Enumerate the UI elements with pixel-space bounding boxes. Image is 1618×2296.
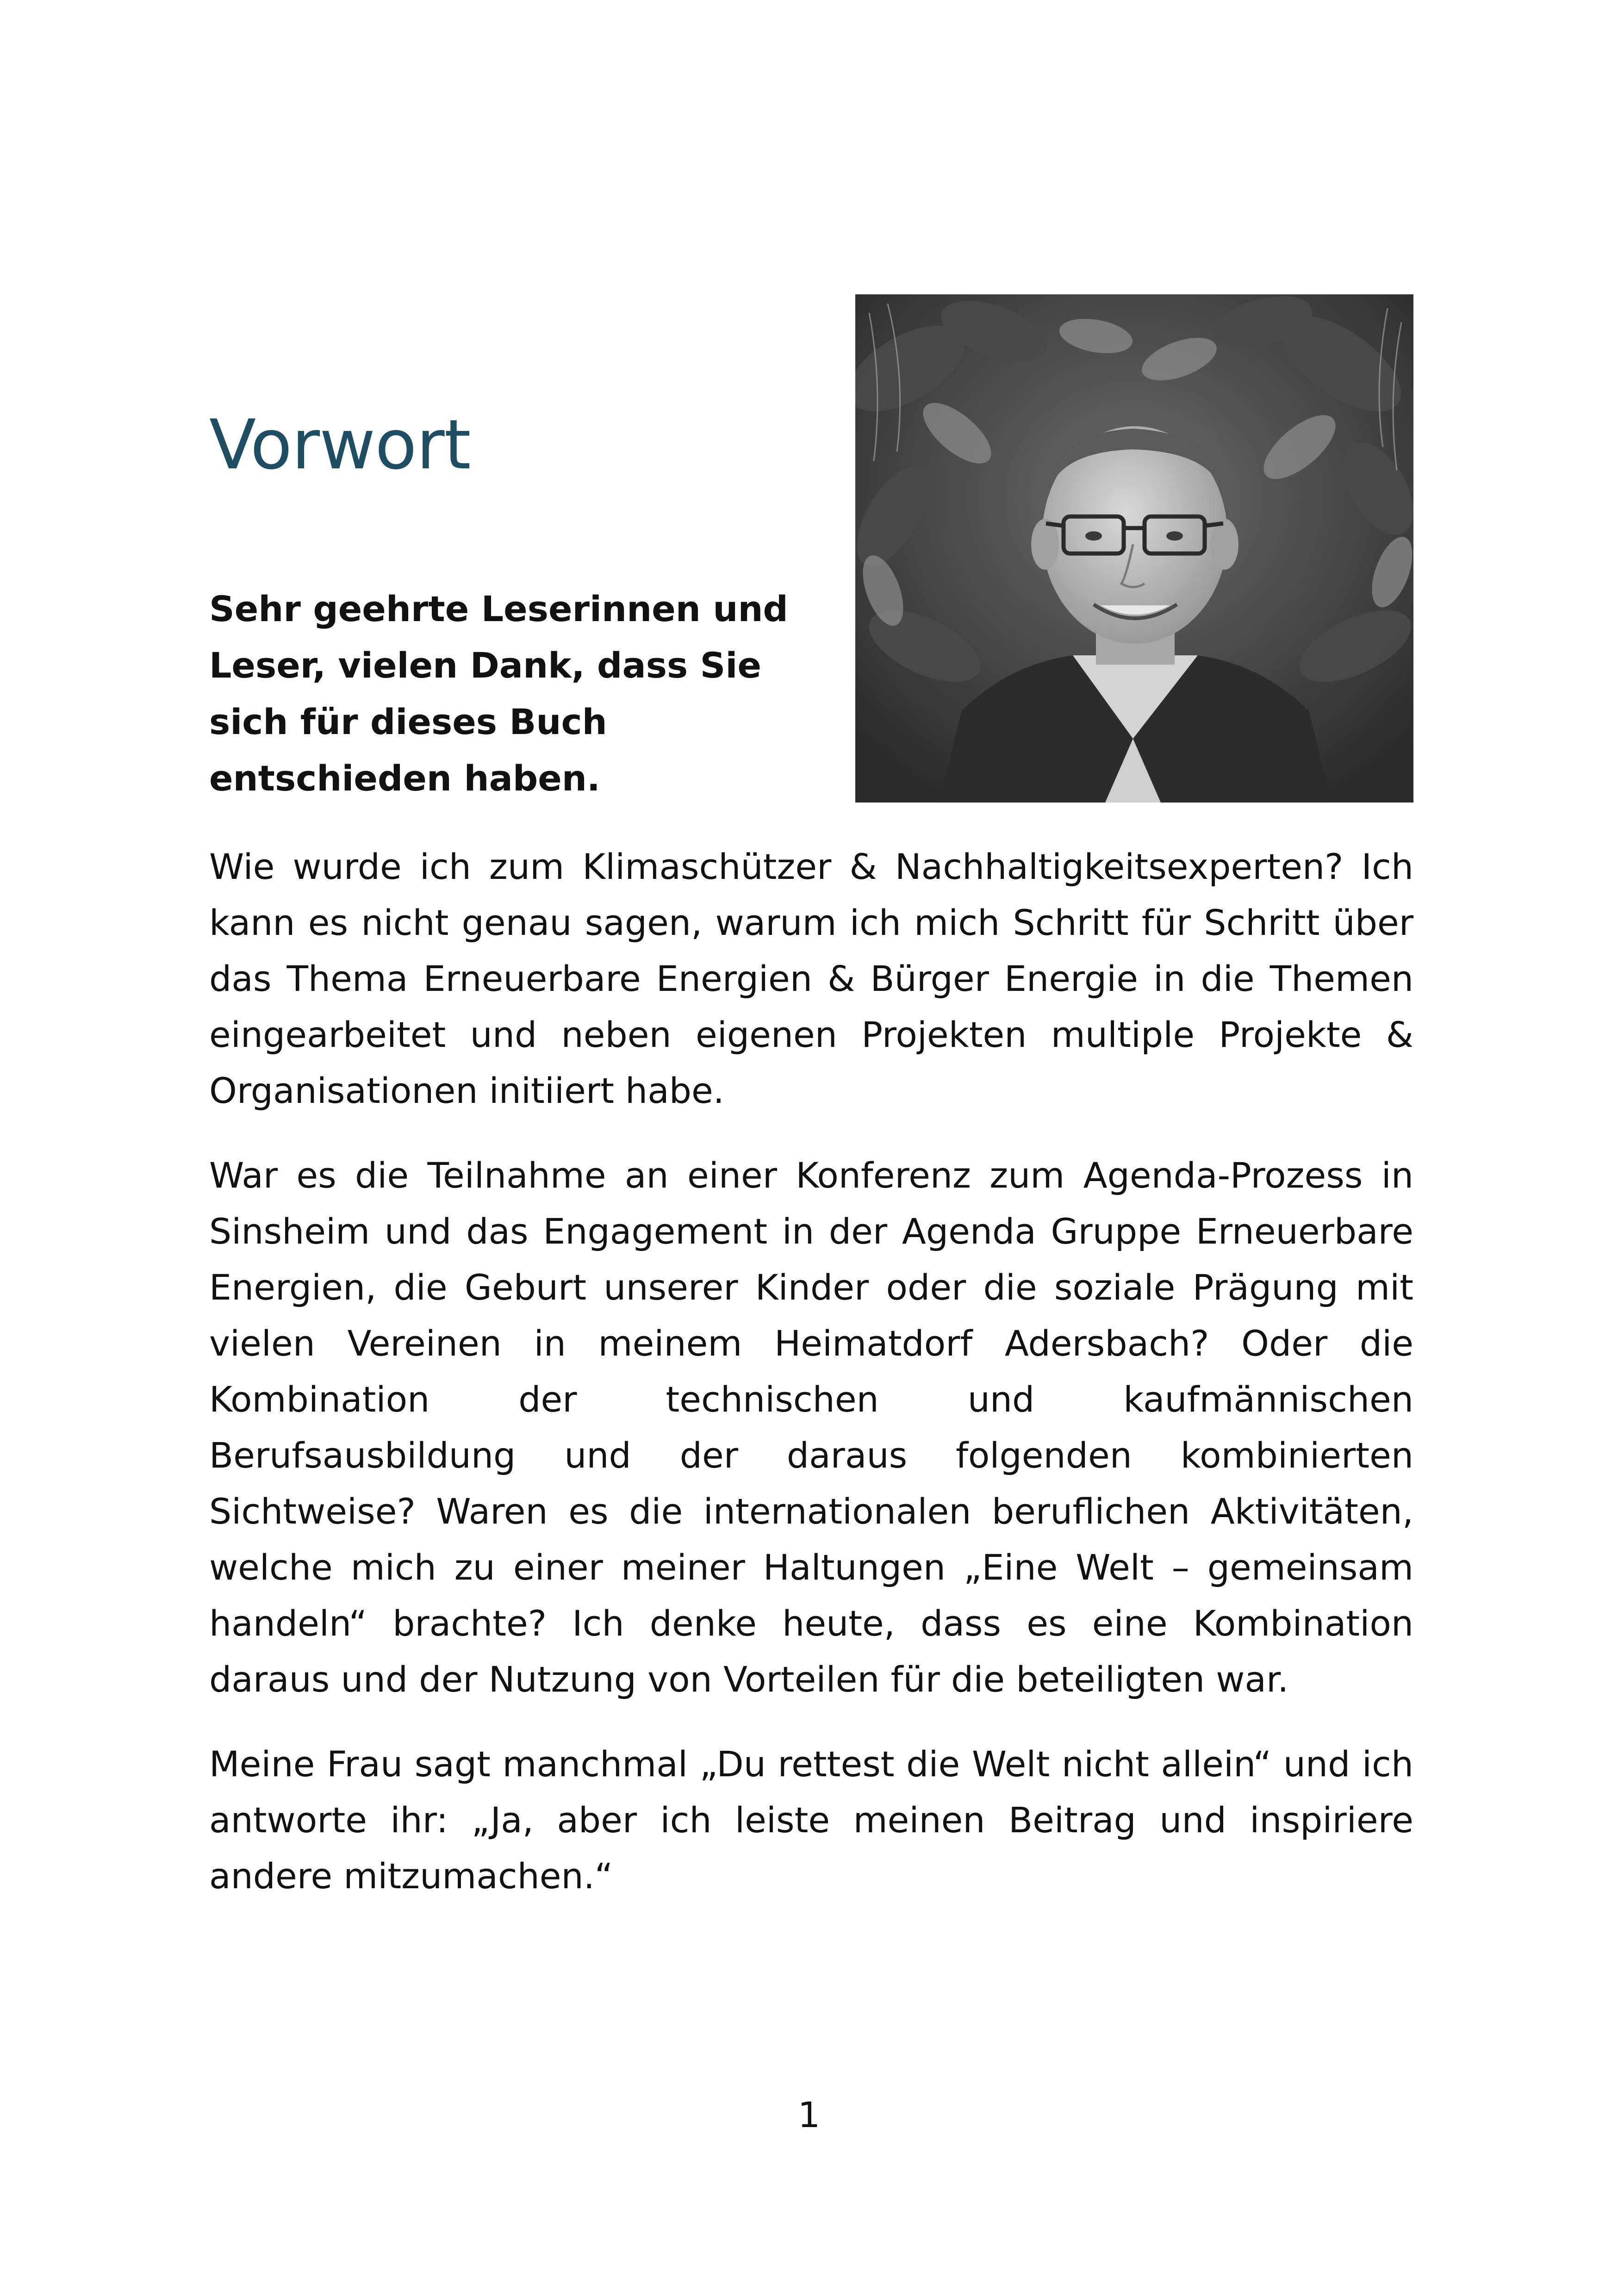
lead-paragraph: Sehr geehrte Leserinnen und Leser, vielen Dank, dass Sie sich für dieses Buch entschieden haben. <box>209 588 788 799</box>
body-paragraph-2: War es die Teilnahme an einer Konferenz zum Agenda-Prozess in Sinsheim und das Engagement in der Agenda Gruppe Erneuerbare Energien, die Geburt unserer Kinder oder die soziale Prägung mit vielen Vereinen in meinem Heimatdorf Adersbach? Oder die Kombination der technischen und kaufmännischen Berufsausbildung und der daraus folgenden kombinierten Sichtweise? Waren es die internationalen beruflichen Aktivitäten, welche mich zu einer meiner Haltungen „Eine Welt – gemeinsam handeln“ brachte? Ich denke heute, dass es eine Kombination daraus und der Nutzung von Vorteilen für die beteiligten war. <box>209 1155 1413 1700</box>
author-portrait-image <box>855 294 1413 803</box>
body-paragraph-3: Meine Frau sagt manchmal „Du rettest die Welt nicht allein“ und ich antworte ihr: „Ja, aber ich leiste meinen Beitrag und inspiriere andere mitzumachen.“ <box>209 1743 1413 1897</box>
author-portrait <box>855 294 1413 803</box>
body-text <box>209 839 1413 1933</box>
page-number: 1 <box>797 2094 821 2135</box>
body-paragraph-1: Wie wurde ich zum Klimaschützer & Nachhaltigkeitsexperten? Ich kann es nicht genau sagen, warum ich mich Schritt für Schritt über das Thema Erneuerbare Energien & Bürger Energie in die Themen eingearbeitet und neben eigenen Projekten multiple Projekte & Organisationen initiiert habe. <box>209 846 1413 1111</box>
page-title: Vorwort <box>209 405 471 485</box>
